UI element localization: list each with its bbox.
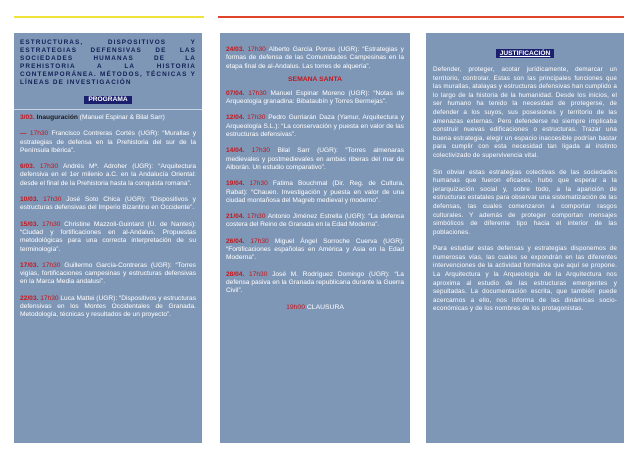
entry-speaker: Christine Mazzoli-Guintard (U. de Nantes): [64,220,196,228]
yellow-rule [14,16,204,18]
entry-speaker: Luca Mattei (UGR): [60,294,118,302]
entry-time: 17h30 [247,46,266,53]
program-badge: PROGRAMA [84,96,131,104]
entry-speaker: Antonio Jiménez Estrella (UGR): [267,213,366,221]
entry-text: “La defensa pasiva en la Granada republicana durante la Guerra Civil”. [226,270,404,295]
program-title: ESTRUCTURAS, DISPOSITIVOS Y ESTRATEGIAS DEFENSIVAS DE LAS SOCIEDADES HUMANAS DE LA PREHISTORIA A LA HISTORIA CONTEMPORÁNEA. MÉTODOS, TÉCNICAS Y LÍNEAS DE INVESTIGACIÓN [20,39,196,86]
entry-text: “Murallas y estrategias de defensa en la Prehistoria del sur de la Península Ibérica”. [20,130,196,154]
justification-body [433,66,617,314]
entry-speaker: Alberto García Porras (UGR): [268,46,360,53]
divider [14,109,202,110]
entry-text: “Notas de Arqueología granadina: Bibataubín y Torres Bermejas”. [226,89,404,106]
program-entry [226,147,404,172]
entry-date: 3/03. [20,114,35,121]
entry-time: 17h30 [40,294,59,302]
entry-time: 17h30 [249,270,268,278]
entry-date: 12/04. [226,114,245,122]
closing-line [226,304,404,312]
entry-speaker: Fatima Bouchmal (Dir. Reg. de Cultura, Rabat): [226,180,404,196]
entry-date: 24/03. [226,46,245,53]
justification-heading: JUSTIFICACIÓN [496,49,555,58]
closing-time: 19h00 [286,303,305,311]
entry-speaker: José M. Rodríguez Domingo (UGR): [272,270,390,278]
entry-date: 26/04. [226,237,245,245]
entry-text: “La conservación y puesta en valor de las estructuras defensivas”. [226,122,404,139]
entry-text: “Ciudad y fortificaciones en al-Andalus. Propuestas metodológicas para una correcta interpretación de su terminología”. [20,228,196,253]
entry-date: — [20,130,27,138]
entry-time: 17h30 [43,196,62,204]
entry-text: “Fortificaciones españolas en América y Asia en la Edad Moderna”. [226,246,404,262]
justification-paragraph: Sin obviar estas estrategias colectivas de las sociedades humanas que fueron eficaces, hubo que esperar a la jerarquización social y, sobre todo, a la aparición de estructuras estatales para observar una sistematización de las defensas, las cuales comenzaron a comportar rasgos culturales. Y además de proteger comportan mensajes simbólicos de diferente tipo hacia el interior de las poblaciones. [433,168,617,236]
justification-paragraph: Defender, proteger, acotar jurídicamente, demarcar un territorio, controlar. Estas son las principales funciones que las murallas, atalayas y estructuras defensivas han cumplido a lo largo de la historia de la humanidad. Desde los inicios, el ser humano ha tenido la necesidad de protegerse, de defender a los suyos, sus posesiones y territorio de las amenazas externas. Pero defenderse no siempre implicaba construir nuevas edificaciones o estructuras. Trazar una buena estrategia, elegir un espacio inaccesible podrían bastar para cumplir con esta necesidad tan ligada al instinto colectivizado de supervivencia vital. [433,66,617,159]
program-entry [20,114,196,122]
program-entry [226,90,404,107]
entries-middle-b [226,90,404,296]
entry-text: “Chauen. Investigación y puesta en valor de una ciudad montañosa del Magreb medieval y moderno”. [226,188,404,204]
entry-text: “Dispositivos y estructuras defensivas del Imperio Bizantino en Occidente”. [20,196,196,212]
entry-time: 17h30 [249,180,268,188]
closing-label: CLAUSURA [306,303,344,311]
entry-date: 28/04. [226,270,245,278]
entry-date: 17/03. [20,261,39,269]
program-entry [226,238,404,263]
entry-time: 17h30 [248,89,267,97]
entry-date: 6/03. [20,163,35,171]
program-entry [226,271,404,296]
program-column-left [14,33,202,443]
entry-date: 07/04. [226,89,245,97]
justification-column [426,33,624,443]
entry-speaker: Miguel Ángel Sorroche Cuerva (UGR): [274,237,404,245]
program-entry [20,262,196,287]
program-entry [226,114,404,139]
entry-date: 15/03. [20,220,39,228]
program-entry [226,46,404,71]
entry-time: 17h30 [250,237,269,245]
entry-speaker: Manuel Espinar Moreno (UGR): [270,89,370,97]
entry-date: 19/04. [226,180,245,188]
entry-date: 10/03. [20,196,39,204]
red-rule [218,16,624,18]
entry-time: 17h30 [42,261,61,269]
entry-text: “La defensa costera del Reino de Granada en la Edad Moderna”. [226,213,405,229]
program-entry [20,295,196,320]
entry-text: “Torres almenaras medievales y postmedievales en ambas riberas del mar de Alborán. Un estudio comparativo”. [226,147,404,171]
entries-middle-a [226,46,404,71]
entry-text: “Arquitectura defensiva en el 1er milenio a.C. en la Andalucía Oriental: desde el final de la Prehistoria hasta la conquista romana”. [20,163,197,187]
entry-date: 21/04. [226,213,245,221]
entry-speaker: Andrés Mª. Adroher (UGR): [62,163,154,171]
entry-text: (Manuel Espinar & Bilal Sarr) [79,114,165,121]
program-entry [20,196,196,213]
program-entry [226,213,404,230]
program-entry [20,221,196,254]
entry-time: 17h30 [251,147,271,155]
entry-speaker: Inauguración [36,114,78,121]
program-entry [20,163,196,188]
justification-paragraph: Para estudiar estas defensas y estrategias disponemos de numerosas vías, las cuales se expondrán en las diferentes intervenciones de la actividad formativa que aquí se propone. La Arquitectura y la Arqueología de la Arquitectura nos aproxima al estudio de las estructuras emergentes y sepultadas. La documentación escrita, que también puede acercarnos a ello, nos informa de las dinámicas socio-económicas y de los nombres de los protagonistas. [433,245,617,313]
entry-speaker: José Soto Chica (UGR): [66,196,146,204]
entry-text: “Torres vigías, fortificaciones campesinas y estructuras defensivas en la Marca Media andalusí”. [20,261,196,286]
entry-time: 17h30 [247,114,266,122]
entry-speaker: Guillermo García-Contreras (UGR): [64,261,172,269]
entry-speaker: Francisco Contreras Cortés (UGR): [51,130,160,138]
entry-speaker: Bilal Sarr (UGR): [277,147,338,155]
program-entry [226,180,404,205]
entry-date: 22/03. [20,294,39,302]
entry-text: “Estrategias y formas de defensa de las Comunidades Campesinas en la etapa final de al-Andalus. Las torres de alquería”. [226,46,404,70]
program-entry [20,130,196,155]
entry-date: 14/04. [226,147,245,155]
entries-left [20,114,196,320]
section-heading: SEMANA SANTA [288,75,342,83]
entry-time: 17h30 [29,130,49,138]
entry-time: 17h30 [39,163,59,171]
entry-text: “Dispositivos y estructuras defensivas en los Montes Occidentales de Granada. Metodología, técnicas y resultados de un proyecto”. [20,294,196,319]
entry-time: 17h30 [42,220,61,228]
program-column-middle [220,33,410,443]
entry-speaker: Pedro Gurriarán Daza (Yamur, Arquitectura y Arqueología S.L.): [226,114,405,130]
entry-time: 17h30 [247,213,266,221]
